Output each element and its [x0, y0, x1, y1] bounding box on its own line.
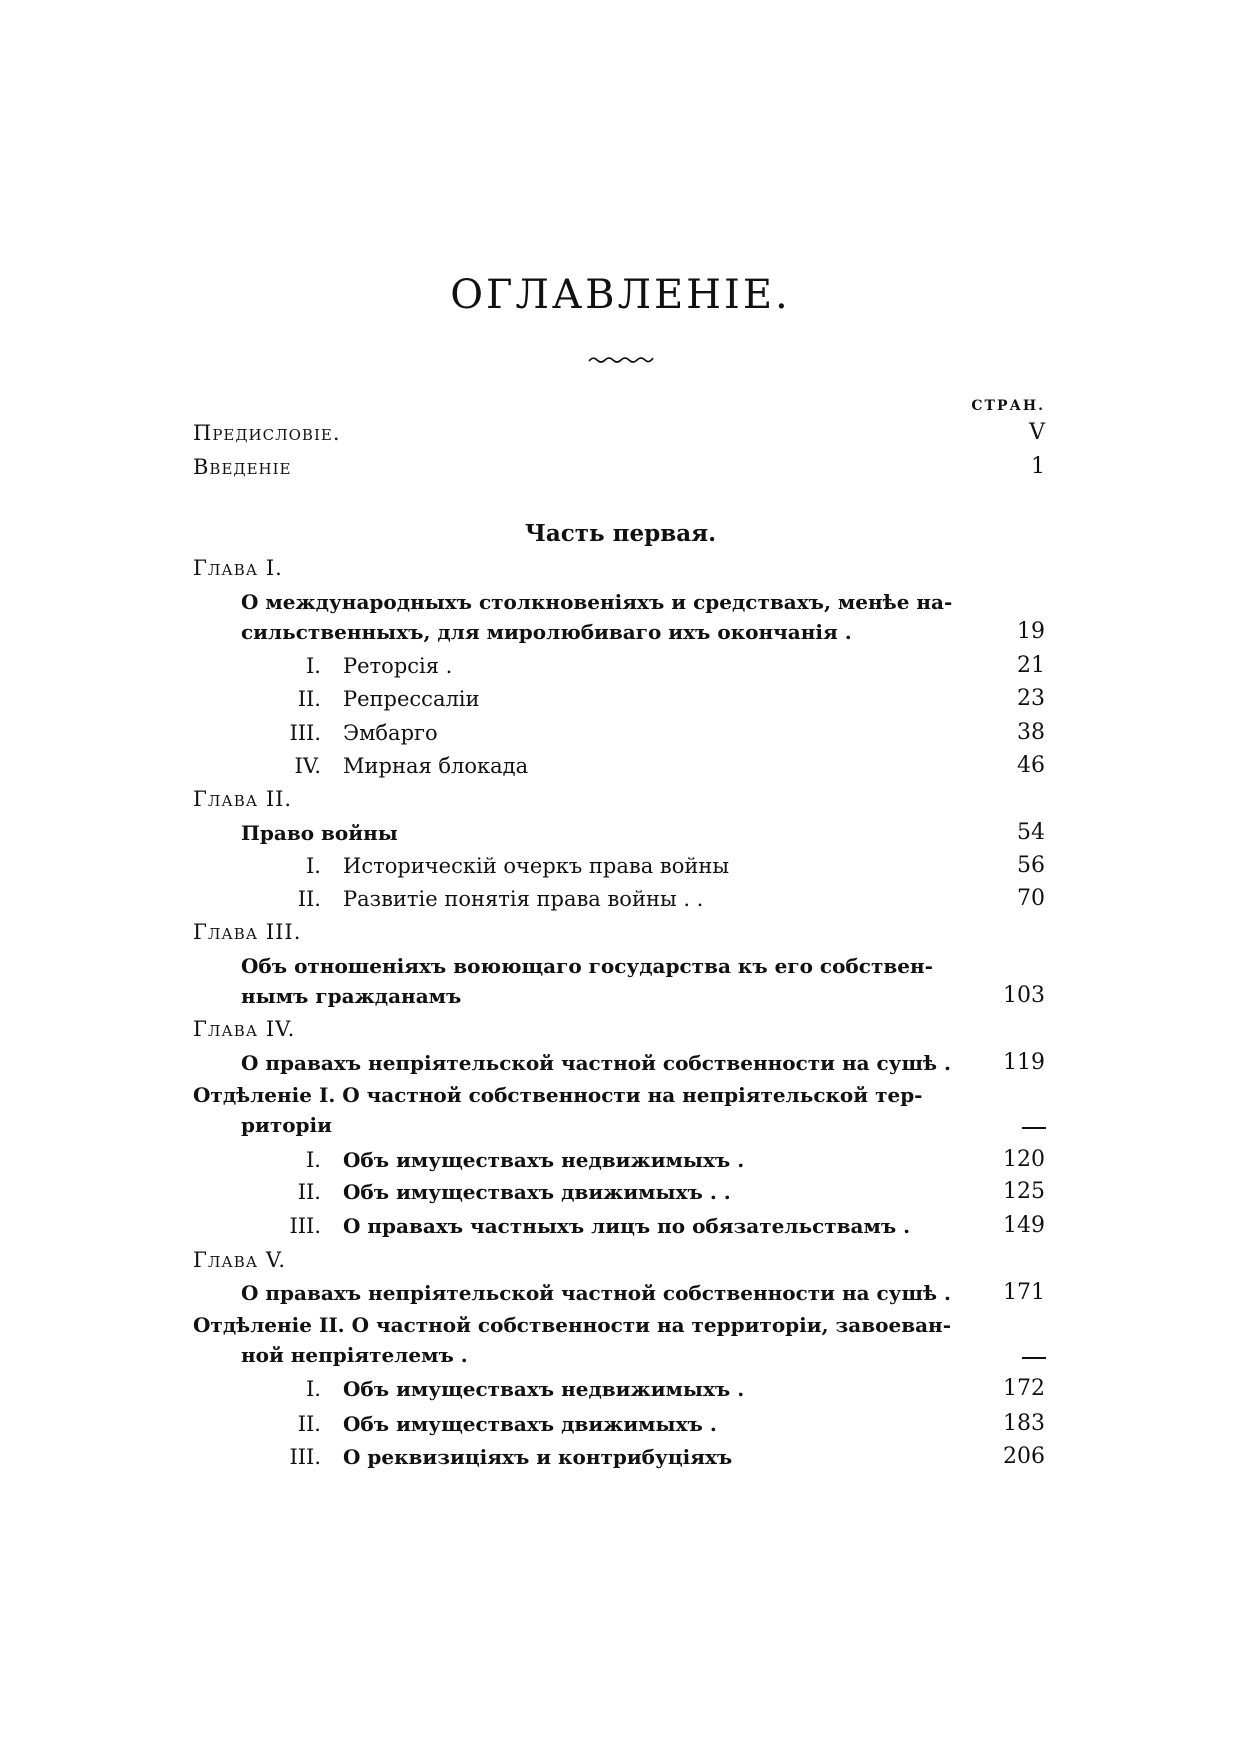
section-number: III. — [289, 1214, 321, 1238]
toc-section[interactable] — [281, 751, 528, 781]
section-label: Эмбарго — [343, 721, 438, 745]
entry-page: 149 — [1003, 1213, 1045, 1238]
section-label: Мирная блокада — [343, 754, 529, 778]
division-heading-line[interactable]: Отдѣленіе I. О частной собственности на непріятельской тер- — [193, 1083, 923, 1107]
toc-entry-preface[interactable] — [193, 418, 341, 448]
page-title: ОГЛАВЛЕНІЕ. — [450, 272, 791, 318]
entry-page: 56 — [1017, 853, 1045, 878]
entry-page: 172 — [1003, 1376, 1045, 1401]
section-number: I. — [306, 854, 321, 878]
chapter-title-line: О правахъ непріятельской частной собственности на сушѣ . — [241, 1281, 951, 1305]
entry-page: 125 — [1003, 1179, 1045, 1204]
chapter-heading[interactable]: Глава V. — [193, 1248, 287, 1272]
chapter-title-line: Право войны — [241, 821, 398, 845]
toc-section[interactable] — [281, 718, 438, 748]
entry-page: 46 — [1017, 753, 1045, 778]
page-dash — [1022, 1357, 1046, 1359]
toc-section[interactable] — [281, 1145, 744, 1175]
section-label: Объ имуществахъ недвижимыхъ . — [343, 1148, 745, 1172]
toc-section[interactable] — [281, 1374, 744, 1404]
entry-page: 21 — [1017, 653, 1045, 678]
toc-section[interactable] — [281, 1211, 910, 1241]
chapter-title-line: Объ отношеніяхъ воюющаго государства къ его собствен- — [241, 954, 933, 978]
section-label: О правахъ частныхъ лицъ по обязательствамъ . — [343, 1214, 911, 1238]
section-label: Реторсія . — [343, 654, 453, 678]
section-number: II. — [297, 687, 321, 711]
chapter-title-line: О правахъ непріятельской частной собственности на сушѣ . — [241, 1051, 951, 1075]
chapter-title-line: сильственныхъ, для миролюбиваго ихъ окончанія . — [241, 620, 852, 644]
entry-label: Предисловіе. — [193, 421, 341, 445]
toc-section[interactable] — [281, 884, 703, 914]
division-heading-line: ной непріятелемъ . — [241, 1343, 468, 1367]
section-label: Историческій очеркъ права войны — [343, 854, 730, 878]
entry-page: 38 — [1017, 720, 1045, 745]
toc-entry-introduction[interactable] — [193, 452, 292, 482]
section-label: Объ имуществахъ движимыхъ . . — [343, 1180, 731, 1204]
entry-page: 1 — [1031, 454, 1045, 479]
section-number: I. — [306, 654, 321, 678]
chapter-title-line: нымъ гражданамъ — [241, 984, 462, 1008]
section-label: Репрессаліи — [343, 687, 480, 711]
section-number: II. — [297, 887, 321, 911]
ornament-flourish — [587, 352, 657, 366]
section-label: Объ имуществахъ движимыхъ . — [343, 1412, 717, 1436]
section-number: IV. — [294, 754, 321, 778]
section-number: II. — [297, 1180, 321, 1204]
chapter-heading[interactable]: Глава III. — [193, 920, 302, 944]
entry-label: Введеніе — [193, 455, 292, 479]
section-label: Развитіе понятія права войны . . — [343, 887, 704, 911]
section-number: III. — [289, 1445, 321, 1469]
section-label: Объ имуществахъ недвижимыхъ . — [343, 1377, 745, 1401]
division-heading-line: риторіи — [241, 1113, 332, 1137]
chapter-heading[interactable]: Глава II. — [193, 787, 293, 811]
entry-page: V — [1029, 420, 1045, 445]
section-number: I. — [306, 1377, 321, 1401]
entry-page: 19 — [1017, 619, 1045, 644]
entry-page: 119 — [1003, 1050, 1045, 1075]
entry-page: 183 — [1003, 1411, 1045, 1436]
entry-page: 23 — [1017, 686, 1045, 711]
toc-section[interactable] — [281, 1409, 717, 1439]
chapter-heading[interactable]: Глава I. — [193, 556, 283, 580]
page-column-header: СТРАН. — [971, 398, 1045, 414]
section-number: III. — [289, 721, 321, 745]
division-heading-line[interactable]: Отдѣленіе II. О частной собственности на территоріи, завоеван- — [193, 1313, 951, 1337]
chapter-heading[interactable]: Глава IV. — [193, 1017, 296, 1041]
toc-section[interactable] — [281, 851, 729, 881]
section-number: II. — [297, 1412, 321, 1436]
toc-section[interactable] — [281, 684, 480, 714]
toc-section[interactable] — [281, 1177, 731, 1207]
toc-section[interactable] — [281, 1442, 732, 1472]
part-heading: Часть первая. — [524, 520, 717, 547]
entry-page: 120 — [1003, 1147, 1045, 1172]
entry-page: 206 — [1003, 1444, 1045, 1469]
chapter-title-line: О международныхъ столкновеніяхъ и средствахъ, менѣе на- — [241, 590, 953, 614]
entry-page: 103 — [1003, 983, 1045, 1008]
page-dash — [1022, 1127, 1046, 1129]
entry-page: 171 — [1003, 1280, 1045, 1305]
entry-page: 70 — [1017, 886, 1045, 911]
toc-section[interactable] — [281, 651, 452, 681]
entry-page: 54 — [1017, 820, 1045, 845]
section-label: О реквизиціяхъ и контрибуціяхъ — [343, 1445, 733, 1469]
section-number: I. — [306, 1148, 321, 1172]
